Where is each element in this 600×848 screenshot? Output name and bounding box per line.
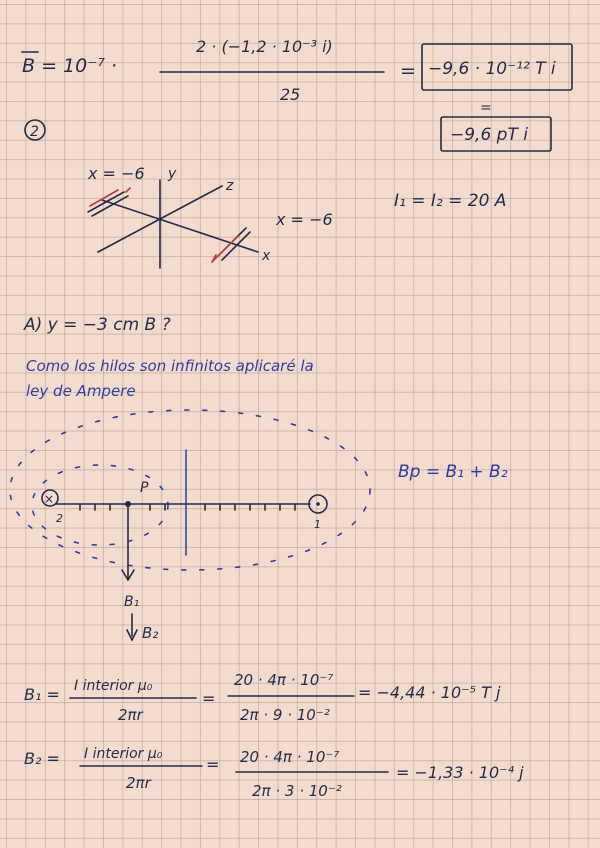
b1-lhs: B₁ =	[24, 685, 60, 704]
section-number: 2	[30, 124, 39, 140]
ruler-ticks	[80, 504, 295, 510]
point-p	[125, 501, 131, 507]
note-line-2: ley de Ampere	[26, 382, 136, 400]
b2-frac2-den: 2π · 3 · 10⁻²	[252, 782, 342, 800]
equivalence-sign: =	[480, 100, 492, 116]
equals-sign: =	[400, 60, 416, 82]
b-result2: −9,6 pT i	[450, 125, 528, 145]
wire-left-symbol: ×	[44, 492, 55, 506]
b-denominator: 25	[280, 85, 301, 104]
b1-frac1-den: 2πr	[118, 706, 143, 724]
b2-frac1-den: 2πr	[126, 774, 151, 792]
wire2-position: x = −6	[276, 210, 333, 229]
b2-result: = −1,33 · 10⁻⁴ j	[396, 763, 524, 782]
b1-result: = −4,44 · 10⁻⁵ T j	[358, 683, 501, 702]
section-2-diagram	[25, 120, 506, 268]
b1-arrow-label: B₁	[124, 594, 140, 610]
wire-left-number: 2	[56, 512, 63, 525]
b-result: −9,6 · 10⁻¹² T i	[428, 59, 556, 79]
part-a-heading: A) y = −3 cm B ?	[24, 315, 171, 335]
b2-frac1-num: I interior μ₀	[84, 746, 163, 762]
wire-right-line-b	[222, 232, 250, 260]
equation-b2	[24, 746, 524, 800]
note-line-1: Como los hilos son infinitos aplicaré la	[26, 357, 314, 375]
b1-frac2-num: 20 · 4π · 10⁻⁷	[234, 671, 334, 689]
z-axis-label: z	[226, 178, 234, 194]
b-numerator: 2 · (−1,2 · 10⁻³ i)	[196, 37, 333, 56]
wire-right-dot	[316, 502, 320, 506]
b2-frac2-num: 20 · 4π · 10⁻⁷	[240, 748, 340, 766]
b2-arrow-label: B₂	[142, 624, 159, 642]
y-axis-label: y	[168, 166, 177, 182]
field-line-outer	[10, 410, 370, 570]
point-p-label: P	[140, 480, 149, 496]
wire1-position: x = −6	[88, 164, 145, 183]
b2-eq: =	[206, 755, 220, 774]
wire-right-number: 1	[314, 518, 321, 531]
b1-eq: =	[202, 689, 216, 708]
b1-frac1-num: I interior μ₀	[74, 678, 153, 694]
b-lhs: B = 10⁻⁷ ·	[22, 55, 117, 77]
x-axis-label: x	[262, 248, 271, 264]
equation-b-line1	[22, 37, 572, 151]
currents-value: I₁ = I₂ = 20 A	[394, 191, 507, 211]
field-sum: Bp = B₁ + B₂	[398, 462, 508, 482]
part-a	[10, 315, 508, 642]
b2-lhs: B₂ =	[24, 749, 60, 768]
b1-frac2-den: 2π · 9 · 10⁻²	[240, 706, 330, 724]
equation-b1	[24, 671, 501, 724]
